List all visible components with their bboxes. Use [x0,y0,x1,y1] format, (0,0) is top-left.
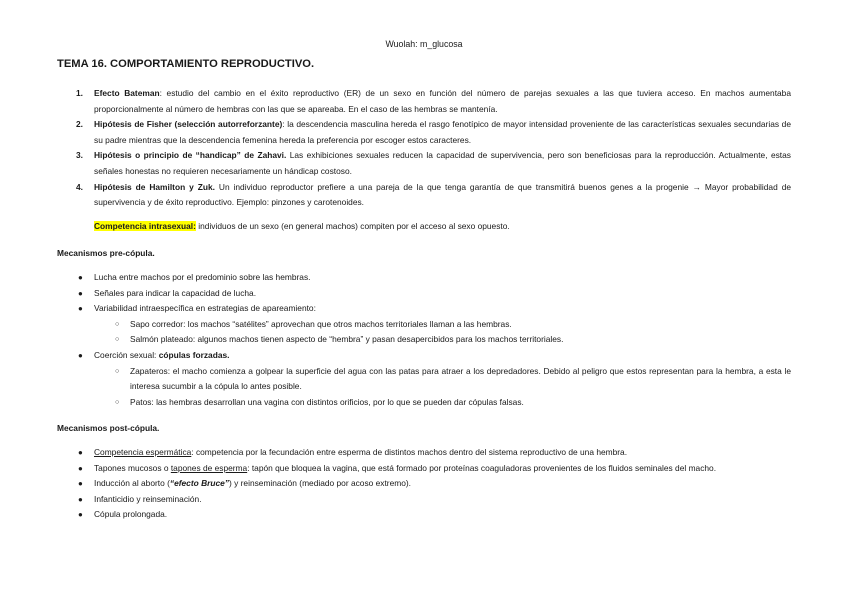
item-text: Salmón plateado: algunos machos tienen aspecto de “hembra” y pasan desapercibidos para los machos territoriales. [130,334,564,345]
list-item [78,286,791,302]
list-item [78,476,791,492]
item-text: Zapateros: el macho comienza a golpear la superficie del agua con las patas para atraer a los depredadores. Debido al peligro que estos representan para la hembra, a esta le interesa sucumbir a la cópula lo antes posible. [130,365,791,392]
sub-item [115,332,791,348]
paragraph-text: individuos de un sexo (en general machos) compiten por el acceso al sexo opuesto. [195,221,510,231]
item-text: Lucha entre machos por el predominio sobre las hembras. [94,272,311,282]
bullet-icon: ● [78,350,83,360]
sub-item [115,395,791,411]
item-text: Las exhibiciones sexuales reducen la capacidad de supervivencia, pero son beneficiosas para la reproducción. Actualmente, estas señales honestas no requieren necesariamente un hándicap costoso. [94,150,791,176]
item-text: Coerción sexual: [94,349,159,360]
list-item [76,148,791,179]
item-term: Hipótesis o principio de “handicap” de Zahavi. [94,150,287,161]
underlined-term: tapones de esperma [170,462,248,473]
item-term: cópulas forzadas. [158,349,230,360]
section-heading-pre: Mecanismos pre-cópula. [57,248,155,258]
list-item [78,507,791,523]
competencia-paragraph [94,219,510,235]
item-text: Infanticidio y reinseminación. [94,493,202,504]
list-item [78,445,791,461]
bullet-icon: ● [78,304,83,314]
item-text: : estudio del cambio en el éxito reproductivo (ER) de un sexo en función del número de parejas sexuales a las que tuviera acceso. En machos aumentaba proporcionalmente al número de hembras con las que se apareaba. En el caso de las hembras se mantenía. [94,88,791,114]
bullet-icon: ● [78,448,83,457]
highlighted-term: Competencia intrasexual: [94,221,196,231]
item-text: : la descendencia masculina hereda el rasgo fenotípico de mayor intensidad proveniente de las características sexuales secundarias de su padre mientras que la descendencia femenina hereda la preferencia por escoger estos caracteres. [94,119,791,145]
list-item [78,270,791,286]
list-item [78,461,791,477]
circle-bullet-icon: ○ [115,320,120,328]
bullet-icon: ● [78,510,83,520]
list-item [76,117,791,148]
item-text: Tapones mucosos o [94,462,171,473]
page-header: Wuolah: m_glucosa [385,39,463,49]
item-number: 1. [76,88,83,98]
circle-bullet-icon: ○ [115,336,120,344]
post-mechanisms-list [78,445,791,523]
bullet-icon: ● [78,288,83,298]
item-text: Sapo corredor: los machos “satélites” aprovechan que otros machos territoriales llaman a las hembras. [130,318,512,329]
item-text: Inducción al aborto ( [94,478,170,489]
item-term: Hipótesis de Hamilton y Zuk. [94,181,215,192]
item-text: : competencia por la fecundación entre esperma de distintos machos dentro del sistema reproductivo de una hembra. [191,447,628,457]
item-number: 4. [76,181,83,192]
item-number: 3. [76,150,83,161]
list-item [76,86,791,117]
page-title: TEMA 16. COMPORTAMIENTO REPRODUCTIVO. [57,58,315,70]
item-text: Variabilidad intraespecífica en estrategias de apareamiento: [94,303,316,314]
item-number: 2. [76,119,83,130]
section-heading-post: Mecanismos post-cópula. [57,423,160,433]
bullet-icon: ● [78,463,83,473]
bullet-icon: ● [78,479,83,489]
list-item [78,348,791,410]
sub-item [115,317,791,333]
item-term: “efecto Bruce” [169,478,229,489]
sub-list [94,364,791,411]
bullet-icon: ● [78,494,83,504]
item-text: Cópula prolongada. [94,509,168,520]
circle-bullet-icon: ○ [115,367,120,375]
item-term: Efecto Bateman [94,88,160,98]
sub-list [94,317,791,348]
item-text: Un individuo reproductor prefiere a una pareja de la que tenga garantía de que transmitirá buenos genes a la progenie → Mayor probabilidad de supervivencia y de éxito reproductivo. Ejemplo: pinzones y carotenoides. [94,181,792,208]
pre-mechanisms-list [78,270,791,410]
list-item [78,301,791,348]
underlined-term: Competencia espermática [94,447,192,457]
sub-item [115,364,791,395]
item-text: Patos: las hembras desarrollan una vagina con distintos orificios, por lo que se pueden dar cópulas falsas. [130,396,524,407]
list-item [78,492,791,508]
item-text: ) y reinseminación (mediado por acoso extremo). [229,478,412,489]
item-term: Hipótesis de Fisher (selección autorreforzante) [94,119,283,130]
bullet-icon: ● [78,273,83,282]
circle-bullet-icon: ○ [115,398,120,406]
item-text: Señales para indicar la capacidad de lucha. [94,287,257,298]
hypotheses-list [76,86,792,211]
item-text: : tapón que bloquea la vagina, que está formado por proteínas coaguladoras provenientes de los fluidos seminales del macho. [247,462,717,473]
list-item [76,180,792,211]
